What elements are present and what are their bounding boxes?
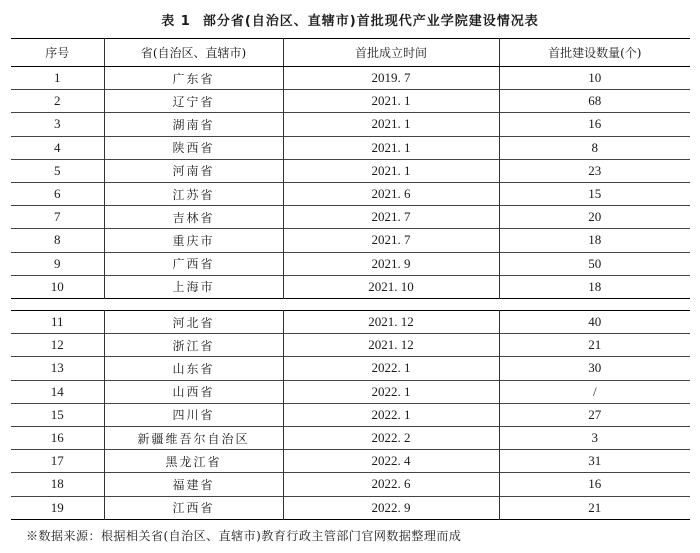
table-part-1 xyxy=(11,38,690,299)
cell-no: 8 xyxy=(11,229,104,252)
cell-no: 17 xyxy=(11,450,104,473)
cell-province: 广东省 xyxy=(104,67,283,90)
cell-province: 陕西省 xyxy=(104,136,283,159)
cell-count: 30 xyxy=(499,357,690,380)
cell-no: 1 xyxy=(54,70,61,86)
table-row xyxy=(11,496,690,519)
cell-date: 2022. 1 xyxy=(283,380,499,403)
cell-date: 2021. 6 xyxy=(283,182,499,205)
table-header-row xyxy=(11,39,690,67)
table-row xyxy=(11,426,690,449)
cell-date: 2022. 6 xyxy=(283,473,499,496)
source-note: ※数据来源：根据相关省(自治区、直辖市)教育行政主管部门官网数据整理而成 xyxy=(26,529,462,543)
cell-count: 68 xyxy=(499,90,690,113)
cell-province: 四川省 xyxy=(104,403,283,426)
cell-no: 18 xyxy=(11,473,104,496)
table-row xyxy=(11,403,690,426)
cell-count: 31 xyxy=(499,450,690,473)
cell-province: 新疆维吾尔自治区 xyxy=(104,426,283,449)
cell-province: 重庆市 xyxy=(104,229,283,252)
cell-count: 18 xyxy=(499,229,690,252)
cell-date: 2021. 7 xyxy=(283,229,499,252)
cell-province: 河南省 xyxy=(104,159,283,182)
cell-province: 广西省 xyxy=(104,252,283,275)
cell-no: 2 xyxy=(11,90,104,113)
table-part-2 xyxy=(11,310,690,520)
table-row xyxy=(11,311,690,334)
column-header-no: 序号 xyxy=(11,39,104,67)
cell-count: 3 xyxy=(499,426,690,449)
cell-date: 2021. 12 xyxy=(283,334,499,357)
cell-no: 3 xyxy=(11,113,104,136)
cell-no: 9 xyxy=(11,252,104,275)
cell-count: 10 xyxy=(499,67,690,90)
cell-date: 2022. 1 xyxy=(283,357,499,380)
cell-date: 2022. 2 xyxy=(283,426,499,449)
table-row xyxy=(11,334,690,357)
cell-count: 8 xyxy=(499,136,690,159)
table-row xyxy=(11,473,690,496)
cell-province: 黑龙江省 xyxy=(104,450,283,473)
cell-province: 山西省 xyxy=(104,380,283,403)
cell-count: 16 xyxy=(499,113,690,136)
cell-count: 21 xyxy=(499,334,690,357)
column-header-province: 省(自治区、直辖市) xyxy=(104,39,283,67)
cell-date: 2021. 1 xyxy=(283,136,499,159)
cell-province: 湖南省 xyxy=(104,113,283,136)
table-title xyxy=(0,10,700,29)
table-number: 表 1 xyxy=(161,14,191,29)
cell-date: 2021. 1 xyxy=(283,90,499,113)
cell-province: 福建省 xyxy=(104,473,283,496)
table-row xyxy=(11,159,690,182)
table-row xyxy=(11,182,690,205)
cell-no: 15 xyxy=(11,403,104,426)
cell-date: 2019. 7 xyxy=(283,67,499,90)
cell-province: 江西省 xyxy=(104,496,283,519)
cell-province: 江苏省 xyxy=(104,182,283,205)
cell-count: 20 xyxy=(499,206,690,229)
table-row xyxy=(11,113,690,136)
cell-no: 13 xyxy=(11,357,104,380)
cell-count: 18 xyxy=(499,275,690,298)
column-header-date: 首批成立时间 xyxy=(283,39,499,67)
cell-count: / xyxy=(499,380,690,403)
table-row xyxy=(11,67,690,90)
table-row xyxy=(11,252,690,275)
cell-count: 23 xyxy=(499,159,690,182)
cell-date: 2021. 1 xyxy=(283,159,499,182)
table-title-text: 部分省(自治区、直辖市)首批现代产业学院建设情况表 xyxy=(202,14,539,29)
column-header-count: 首批建设数量(个) xyxy=(499,39,690,67)
cell-count: 15 xyxy=(499,182,690,205)
table-row xyxy=(11,357,690,380)
cell-no: 11 xyxy=(50,314,64,330)
table-row xyxy=(11,275,690,298)
table-row xyxy=(11,450,690,473)
cell-no: 14 xyxy=(11,380,104,403)
cell-province: 上海市 xyxy=(104,275,283,298)
cell-date: 2021. 7 xyxy=(283,206,499,229)
cell-no: 6 xyxy=(11,182,104,205)
cell-date: 2021. 1 xyxy=(283,113,499,136)
cell-province: 山东省 xyxy=(104,357,283,380)
cell-count: 21 xyxy=(499,496,690,519)
cell-date: 2022. 4 xyxy=(283,450,499,473)
cell-date: 2022. 9 xyxy=(283,496,499,519)
cell-no: 19 xyxy=(11,496,104,519)
cell-no: 7 xyxy=(11,206,104,229)
cell-no: 12 xyxy=(11,334,104,357)
table-row xyxy=(11,136,690,159)
cell-date: 2021. 12 xyxy=(283,311,499,334)
table-row xyxy=(11,229,690,252)
cell-count: 50 xyxy=(499,252,690,275)
cell-no: 10 xyxy=(11,275,104,298)
cell-date: 2022. 1 xyxy=(283,403,499,426)
table-row xyxy=(11,380,690,403)
cell-province: 吉林省 xyxy=(104,206,283,229)
cell-no: 16 xyxy=(11,426,104,449)
cell-date: 2021. 9 xyxy=(283,252,499,275)
cell-no: 5 xyxy=(11,159,104,182)
cell-count: 16 xyxy=(499,473,690,496)
cell-province: 河北省 xyxy=(104,311,283,334)
cell-province: 辽宁省 xyxy=(104,90,283,113)
cell-count: 40 xyxy=(499,311,690,334)
cell-date: 2021. 10 xyxy=(283,275,499,298)
cell-no: 4 xyxy=(11,136,104,159)
cell-count: 27 xyxy=(499,403,690,426)
cell-province: 浙江省 xyxy=(104,334,283,357)
table-row xyxy=(11,206,690,229)
table-row xyxy=(11,90,690,113)
